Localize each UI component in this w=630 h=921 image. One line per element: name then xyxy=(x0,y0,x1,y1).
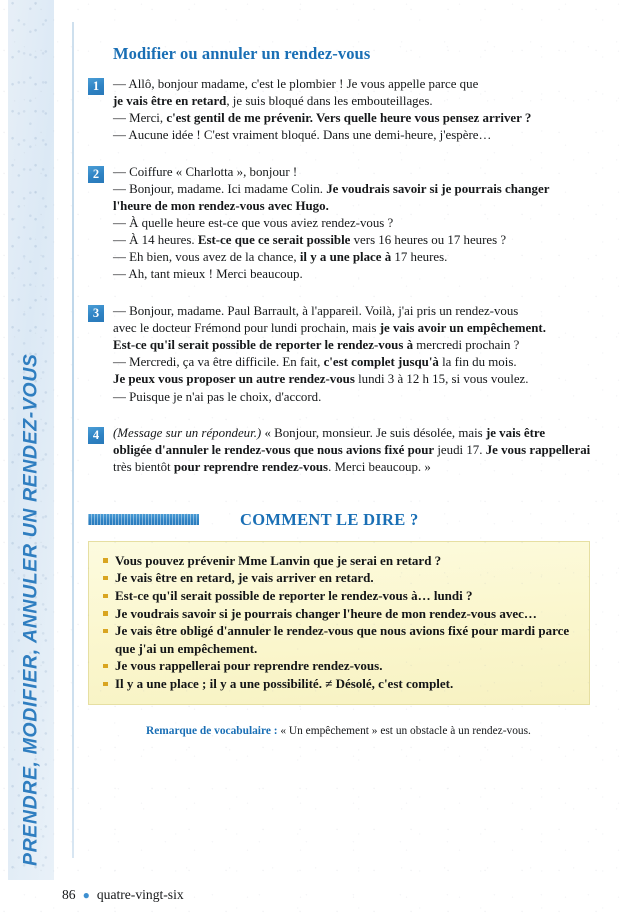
dialogue-line xyxy=(113,320,594,337)
dialogue-line xyxy=(113,164,594,181)
phrase-item: Je vous rappellerai pour reprendre rendez-vous. xyxy=(102,657,575,675)
dialogue-text-segment: pour reprendre rendez-vous xyxy=(173,460,329,475)
dialogue-text-segment: — À 14 heures. xyxy=(113,233,198,248)
dialogue-text-segment: il y a une place à xyxy=(299,250,392,265)
dialogue-line xyxy=(113,371,594,388)
dialogue-text-segment: jeudi 17. xyxy=(434,443,486,458)
dialogue-line xyxy=(113,249,594,266)
dialogue-line xyxy=(113,93,594,110)
dialogue-text-segment: Je voudrais savoir si je pourrais changer xyxy=(326,181,550,196)
page-title: Modifier ou annuler un rendez-vous xyxy=(113,44,371,63)
decorative-blue-bar xyxy=(88,514,199,525)
dialogue-line xyxy=(113,459,594,476)
dialogue-text-segment: je vais avoir un empêchement. xyxy=(379,321,546,336)
dialogue-text-segment: mercredi prochain ? xyxy=(413,338,520,353)
dialogue-line xyxy=(113,442,594,459)
dialogue-text-segment: — Eh bien, vous avez de la chance, xyxy=(113,250,300,265)
footer-bullet-icon: ● xyxy=(82,888,90,902)
dialogue-line xyxy=(113,303,594,320)
dialogue-text-segment: — Bonjour, madame. Ici madame Colin. xyxy=(113,181,327,196)
dialogue-text-segment: (Message sur un répondeur.) xyxy=(113,426,262,441)
dialogue-text-segment: , je suis bloqué dans les embouteillages. xyxy=(226,94,433,109)
dialogue-line xyxy=(113,354,594,371)
dialogue-text-segment: — Aucune idée ! C'est vraiment bloqué. Dans une demi-heure, j'espère… xyxy=(113,128,492,143)
dialogue-line xyxy=(113,425,594,442)
phrase-item: Je vais être obligé d'annuler le rendez-vous que nous avions fixé pour mardi parce que j'ai un empêchement. xyxy=(102,622,575,657)
phrase-box xyxy=(88,541,590,705)
dialogue-text-segment: très bientôt xyxy=(113,460,174,475)
dialogue-text-segment: — Mercredi, ça va être difficile. En fait, xyxy=(113,355,324,370)
page-number-words: quatre-vingt-six xyxy=(96,887,184,902)
dialogue-line xyxy=(113,127,594,144)
dialogue-list xyxy=(88,76,594,476)
phrase-item: Vous pouvez prévenir Mme Lanvin que je serai en retard ? xyxy=(102,552,575,570)
dialogue-number-badge: 4 xyxy=(88,427,104,444)
dialogue-text-segment: — Bonjour, madame. Paul Barrault, à l'appareil. Voilà, j'ai pris un rendez-vous xyxy=(113,304,519,319)
page-footer xyxy=(62,887,184,903)
dialogue-text-segment: — Allô, bonjour madame, c'est le plombier ! Je vous appelle parce que xyxy=(113,77,479,91)
dialogue-text-segment: avec le docteur Frémond pour lundi prochain, mais xyxy=(113,321,380,336)
dialogue-line xyxy=(113,337,594,354)
phrase-item: Est-ce qu'il serait possible de reporter le rendez-vous à… lundi ? xyxy=(102,587,575,605)
side-tab-label: PRENDRE, MODIFIER, ANNULER UN RENDEZ-VOUS xyxy=(19,353,42,866)
dialogue-text-segment: . Merci beaucoup. » xyxy=(328,460,431,475)
dialogue-text-segment: obligée d'annuler le rendez-vous que nous avions fixé pour xyxy=(113,443,435,458)
dialogue-line xyxy=(113,389,594,406)
dialogue-text-segment: Je peux vous proposer un autre rendez-vous xyxy=(113,372,355,387)
phrase-item: Il y a une place ; il y a une possibilité. ≠ Désolé, c'est complet. xyxy=(102,675,575,693)
dialogue-text-segment: — À quelle heure est-ce que vous aviez rendez-vous ? xyxy=(113,216,394,231)
vocabulary-note-text: « Un empêchement » est un obstacle à un rendez-vous. xyxy=(277,724,531,737)
dialogue-text-segment: Est-ce que ce serait possible xyxy=(197,233,351,248)
dialogue-text-segment: « Bonjour, monsieur. Je suis désolée, mais xyxy=(261,426,486,441)
dialogue-text-segment: 17 heures. xyxy=(391,250,448,265)
dialogue-block xyxy=(88,164,594,283)
phrase-item: Je vais être en retard, je vais arriver en retard. xyxy=(102,569,575,587)
page-content xyxy=(88,44,594,739)
vocabulary-note xyxy=(146,724,594,739)
comment-le-dire-header xyxy=(88,510,594,530)
vocabulary-note-label: Remarque de vocabulaire : xyxy=(146,724,278,737)
column-divider-rule xyxy=(72,22,74,858)
dialogue-line xyxy=(113,76,594,93)
dialogue-text-segment: — Coiffure « Charlotta », bonjour ! xyxy=(113,164,298,179)
phrase-item: Je voudrais savoir si je pourrais changer l'heure de mon rendez-vous avec… xyxy=(102,605,575,623)
dialogue-text-segment: je vais être xyxy=(485,426,546,441)
dialogue-line xyxy=(113,198,594,215)
dialogue-text-segment: c'est gentil de me prévenir. Vers quelle heure vous pensez arriver ? xyxy=(166,111,532,126)
dialogue-block xyxy=(88,303,594,405)
dialogue-text-segment: Est-ce qu'il serait possible de reporter le rendez-vous à xyxy=(113,338,414,353)
dialogue-text-segment: lundi 3 à 12 h 15, si vous voulez. xyxy=(354,372,529,387)
dialogue-line xyxy=(113,232,594,249)
dialogue-text-segment: vers 16 heures ou 17 heures ? xyxy=(350,233,507,248)
comment-le-dire-title: COMMENT LE DIRE ? xyxy=(240,509,419,529)
dialogue-number-badge: 1 xyxy=(88,78,104,95)
dialogue-line xyxy=(113,266,594,283)
dialogue-text-segment: je vais être en retard xyxy=(113,94,227,109)
dialogue-block xyxy=(88,425,594,476)
dialogue-line xyxy=(113,110,594,127)
dialogue-text-segment: l'heure de mon rendez-vous avec Hugo. xyxy=(113,199,329,214)
dialogue-text-segment: Je vous rappellerai xyxy=(485,443,591,458)
dialogue-text-segment: — Merci, xyxy=(113,111,167,126)
dialogue-block xyxy=(88,76,594,144)
dialogue-number-badge: 2 xyxy=(88,166,104,183)
dialogue-line xyxy=(113,215,594,232)
page-number: 86 xyxy=(62,887,76,902)
dialogue-number-badge: 3 xyxy=(88,305,104,322)
dialogue-line xyxy=(113,181,594,198)
dialogue-text-segment: la fin du mois. xyxy=(438,355,517,370)
dialogue-text-segment: c'est complet jusqu'à xyxy=(323,355,439,370)
dialogue-text-segment: — Puisque je n'ai pas le choix, d'accord. xyxy=(113,389,322,404)
dialogue-text-segment: — Ah, tant mieux ! Merci beaucoup. xyxy=(113,267,303,282)
section-side-tab xyxy=(8,0,54,880)
